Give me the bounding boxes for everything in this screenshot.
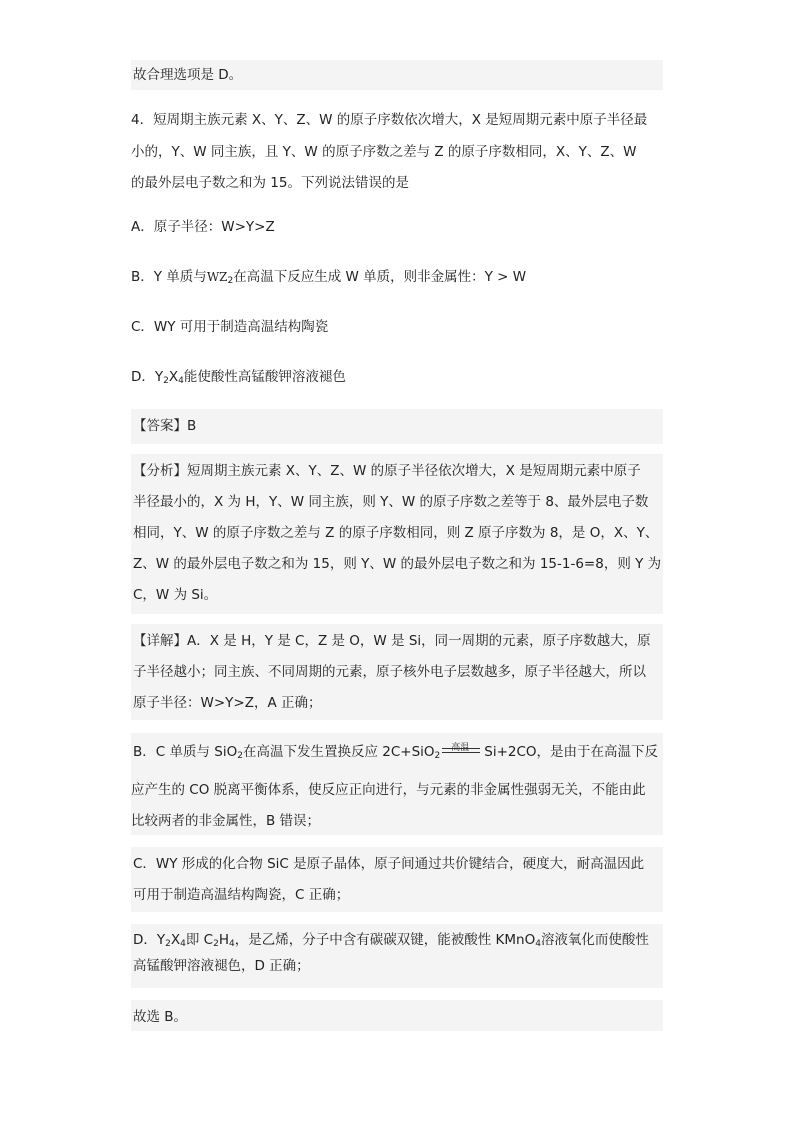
detail-d-line-2: 高锰酸钾溶液褪色，D 正确； bbox=[133, 958, 310, 974]
answer-block bbox=[131, 409, 663, 444]
final-block bbox=[131, 1000, 663, 1031]
option-d: D．$Y_2X_4$能使酸性高锰酸钾溶液褪色 bbox=[131, 369, 346, 386]
analysis-line-2: 半径最小的，X 为 H，Y、W 同主族，则 Y、W 的原子序数之差等于 8、最外层电子数 bbox=[133, 494, 649, 510]
question-line-1: 4．短周期主族元素 X、Y、Z、W 的原子序数依次增大，X 是短周期元素中原子半径最 bbox=[131, 112, 648, 128]
final-text: 故选 B。 bbox=[133, 1009, 188, 1025]
top-conclusion-text: 故合理选项是 D。 bbox=[133, 67, 243, 83]
question-line-3: 的最外层电子数之和为 15。下列说法错误的是 bbox=[131, 175, 409, 191]
detail-a-block bbox=[131, 624, 663, 720]
detail-a-line-2: 子半径越小；同主族、不同周期的元素，原子核外电子层数越多，原子半径越大，所以 bbox=[133, 664, 646, 680]
detail-c-block bbox=[131, 847, 663, 912]
reaction-arrow: 高温 bbox=[440, 743, 484, 761]
detail-b-line-1: B．C 单质与 SiO$_2$在高温下发生置换反应 2C+SiO$_2$ 高温 Si+2CO，是由于在高温下反 bbox=[133, 743, 659, 761]
analysis-line-1: 【分析】短周期主族元素 X、Y、Z、W 的原子半径依次增大，X 是短周期元素中原子 bbox=[133, 463, 641, 479]
top-conclusion-block bbox=[131, 60, 663, 90]
detail-b-line-2: 应产生的 CO 脱离平衡体系，使反应正向进行，与元素的非金属性强弱无关，不能由此 bbox=[131, 782, 646, 798]
question-number: 4． bbox=[131, 112, 154, 128]
detail-b-line-3: 比较两者的非金属性，B 错误； bbox=[131, 813, 321, 829]
detail-a-line-1: 【详解】A．X 是 H，Y 是 C，Z 是 O，W 是 Si，同一周期的元素，原子序数越大，原 bbox=[133, 633, 651, 649]
analysis-block bbox=[131, 454, 663, 614]
detail-c-line-1: C．WY 形成的化合物 SiC 是原子晶体，原子间通过共价键结合，硬度大，耐高温因此 bbox=[133, 856, 645, 872]
option-c: C．WY 可用于制造高温结构陶瓷 bbox=[131, 319, 329, 335]
option-b: B．Y 单质与$WZ_2$在高温下反应生成 W 单质，则非金属性：Y > W bbox=[131, 269, 527, 286]
detail-d-line-1: D．$Y_2X_4$即 $C_2H_4$，是乙烯，分子中含有碳碳双键，能被酸性 KMnO$_4$溶液氧化而使酸性 bbox=[133, 932, 649, 949]
analysis-line-5: C，W 为 Si。 bbox=[133, 587, 218, 603]
answer-text: 【答案】B bbox=[133, 418, 197, 434]
option-a: A．原子半径：W>Y>Z bbox=[131, 219, 275, 235]
detail-a-line-3: 原子半径：W>Y>Z，A 正确； bbox=[133, 695, 322, 711]
analysis-line-3: 相同，Y、W 的原子序数之差与 Z 的原子序数相同，则 Z 原子序数为 8，是 O，X、Y、 bbox=[133, 525, 659, 541]
detail-c-line-2: 可用于制造高温结构陶瓷，C 正确； bbox=[133, 887, 350, 903]
detail-d-block bbox=[131, 924, 663, 988]
question-line-2: 小的，Y、W 同主族，且 Y、W 的原子序数之差与 Z 的原子序数相同，X、Y、Z、W bbox=[131, 144, 637, 160]
analysis-line-4: Z、W 的最外层电子数之和为 15，则 Y、W 的最外层电子数之和为 15-1-6=8，则 Y 为 bbox=[133, 556, 662, 572]
